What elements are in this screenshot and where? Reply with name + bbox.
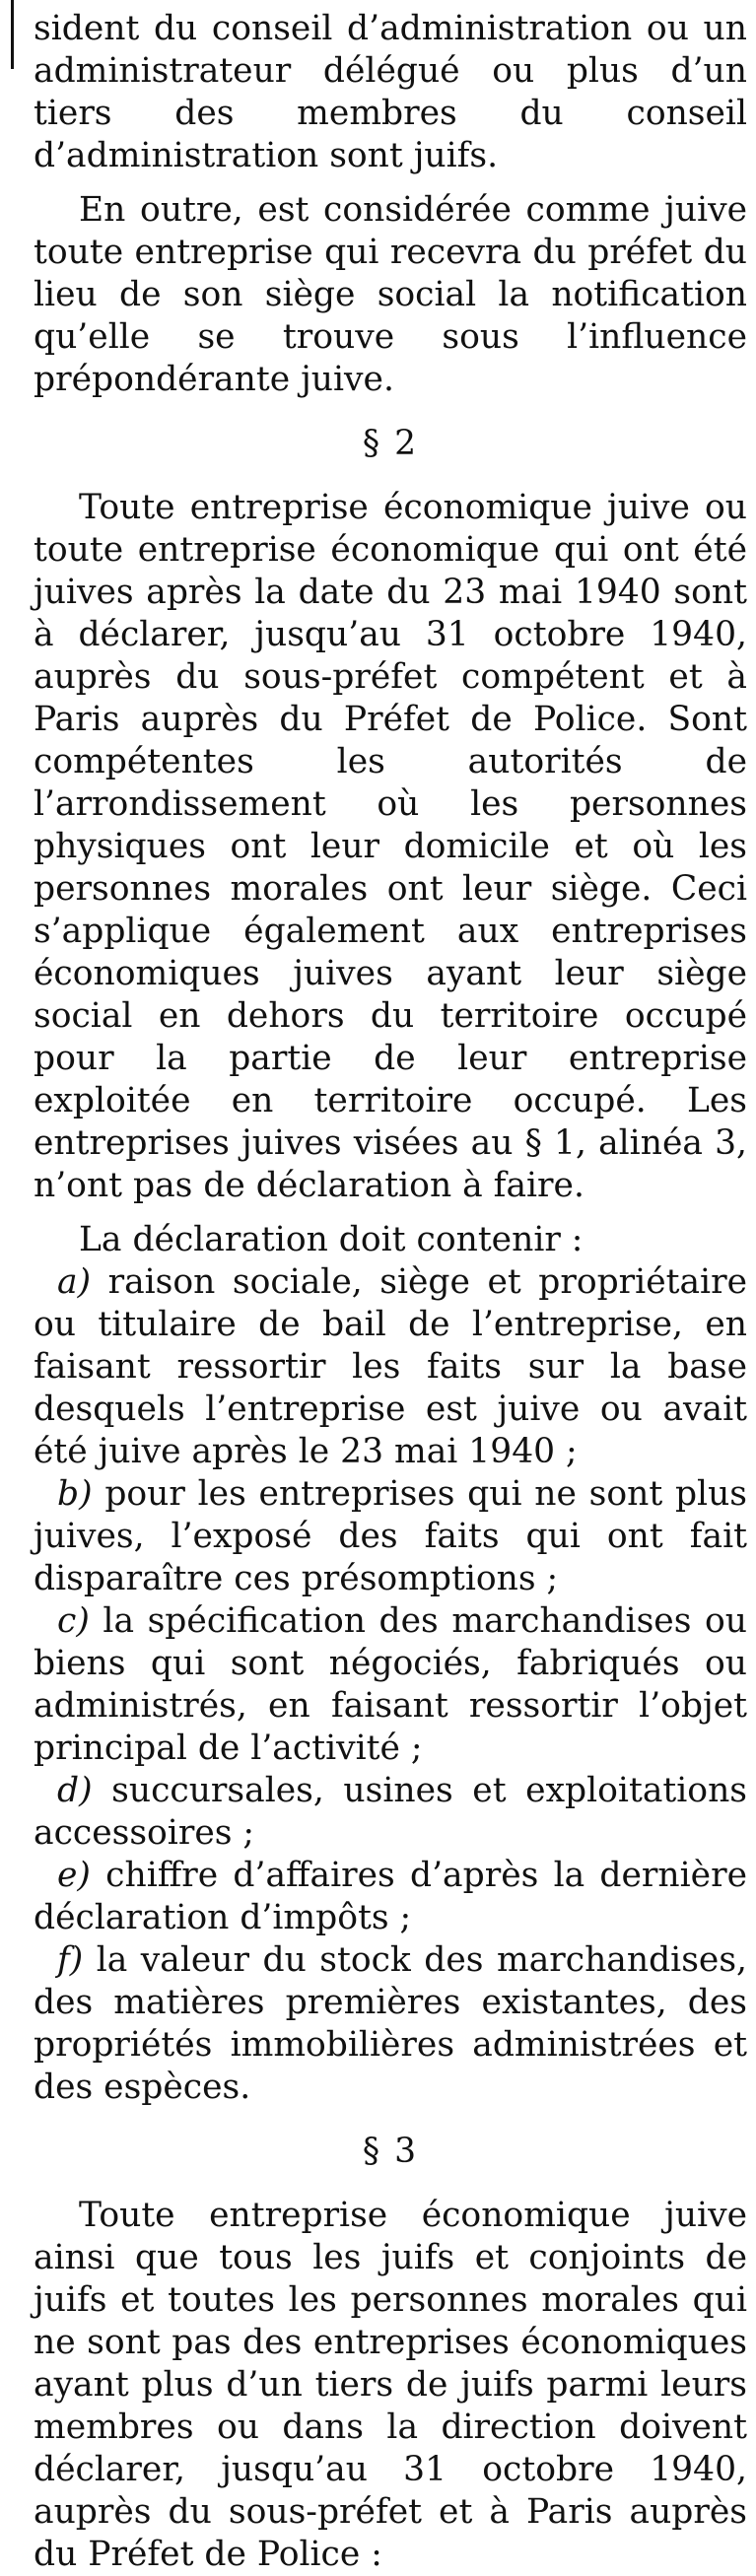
declaration-item-f — [34, 1939, 747, 2109]
paragraph-continuation: sident du conseil d’administration ou un administrateur délégué ou plus d’un tiers des membres du conseil d’administration sont juifs. — [34, 9, 747, 175]
item-letter: b) — [57, 1474, 93, 1514]
declaration-item-c — [34, 1600, 747, 1770]
item-letter: a) — [57, 1262, 92, 1302]
paragraph-gap — [34, 1207, 747, 1219]
section-heading-2: § 2 — [362, 424, 419, 463]
item-text: raison sociale, siège et propriétaire ou titulaire de bail de l’entreprise, en faisant ressortir les faits sur la base desquels l’entreprise est juive ou avait été juive après le 23 mai 1940 ; — [34, 1262, 748, 1471]
item-letter: e) — [57, 1856, 91, 1895]
declaration-item-a — [34, 1261, 747, 1473]
item-text: chiffre d’affaires d’après la dernière déclaration d’impôts ; — [34, 1856, 748, 1937]
item-letter: d) — [57, 1771, 93, 1810]
paragraph-gap — [34, 177, 747, 189]
declaration-item-b — [34, 1473, 747, 1600]
paragraph-en-outre: En outre, est considérée comme juive toute entreprise qui recevra du préfet du lieu de son siège social la notification qu’elle se trouve sous l’influence prépondérante juive. — [34, 190, 747, 399]
declaration-list-intro: La déclaration doit contenir : — [79, 1220, 584, 1259]
section-3-text: Toute entreprise économique juive ainsi que tous les juifs et conjoints de juifs et toutes les personnes morales qui ne sont pas des entreprises économiques ayant plus d’un tiers de juifs parmi leurs membres ou dans la direction doivent déclarer, jusqu’au 31 octobre 1940, auprès du sous-préfet et à Paris auprès du Préfet de Police : — [34, 2196, 747, 2574]
item-letter: f) — [57, 1940, 84, 1980]
item-letter: c) — [57, 1601, 90, 1641]
item-text: pour les entreprises qui ne sont plus juives, l’exposé des faits qui ont fait disparaître ces présomptions ; — [34, 1474, 747, 1598]
item-text: succursales, usines et exploitations accessoires ; — [34, 1771, 747, 1853]
section-heading-3: § 3 — [362, 2132, 419, 2171]
declaration-item-d — [34, 1770, 747, 1855]
section-2-intro: Toute entreprise économique juive ou toute entreprise économique qui ont été juives après la date du 23 mai 1940 sont à déclarer, jusqu’au 31 octobre 1940, auprès du sous-préfet compétent et à Paris auprès du Préfet de Police. Sont compétentes les autorités de l’arrondissement où les personnes physiques ont leur domicile et où les personnes morales ont leur siège. Ceci s’applique également aux entreprises économiques juives ayant leur siège social en dehors du territoire occupé pour la partie de leur entreprise exploitée en territoire occupé. Les entreprises juives visées au § 1, alinéa 3, n’ont pas de déclaration à faire. — [34, 488, 747, 1205]
document-column — [34, 8, 747, 2576]
declaration-item-e — [34, 1855, 747, 1939]
item-text: la valeur du stock des marchandises, des matières premières existantes, des propriétés immobilières administrées et des espèces. — [34, 1940, 747, 2107]
item-text: la spécification des marchandises ou biens qui sont négociés, fabriqués ou administrés, en faisant ressortir l’objet principal de l’activité ; — [34, 1601, 747, 1768]
column-rule — [11, 0, 14, 69]
